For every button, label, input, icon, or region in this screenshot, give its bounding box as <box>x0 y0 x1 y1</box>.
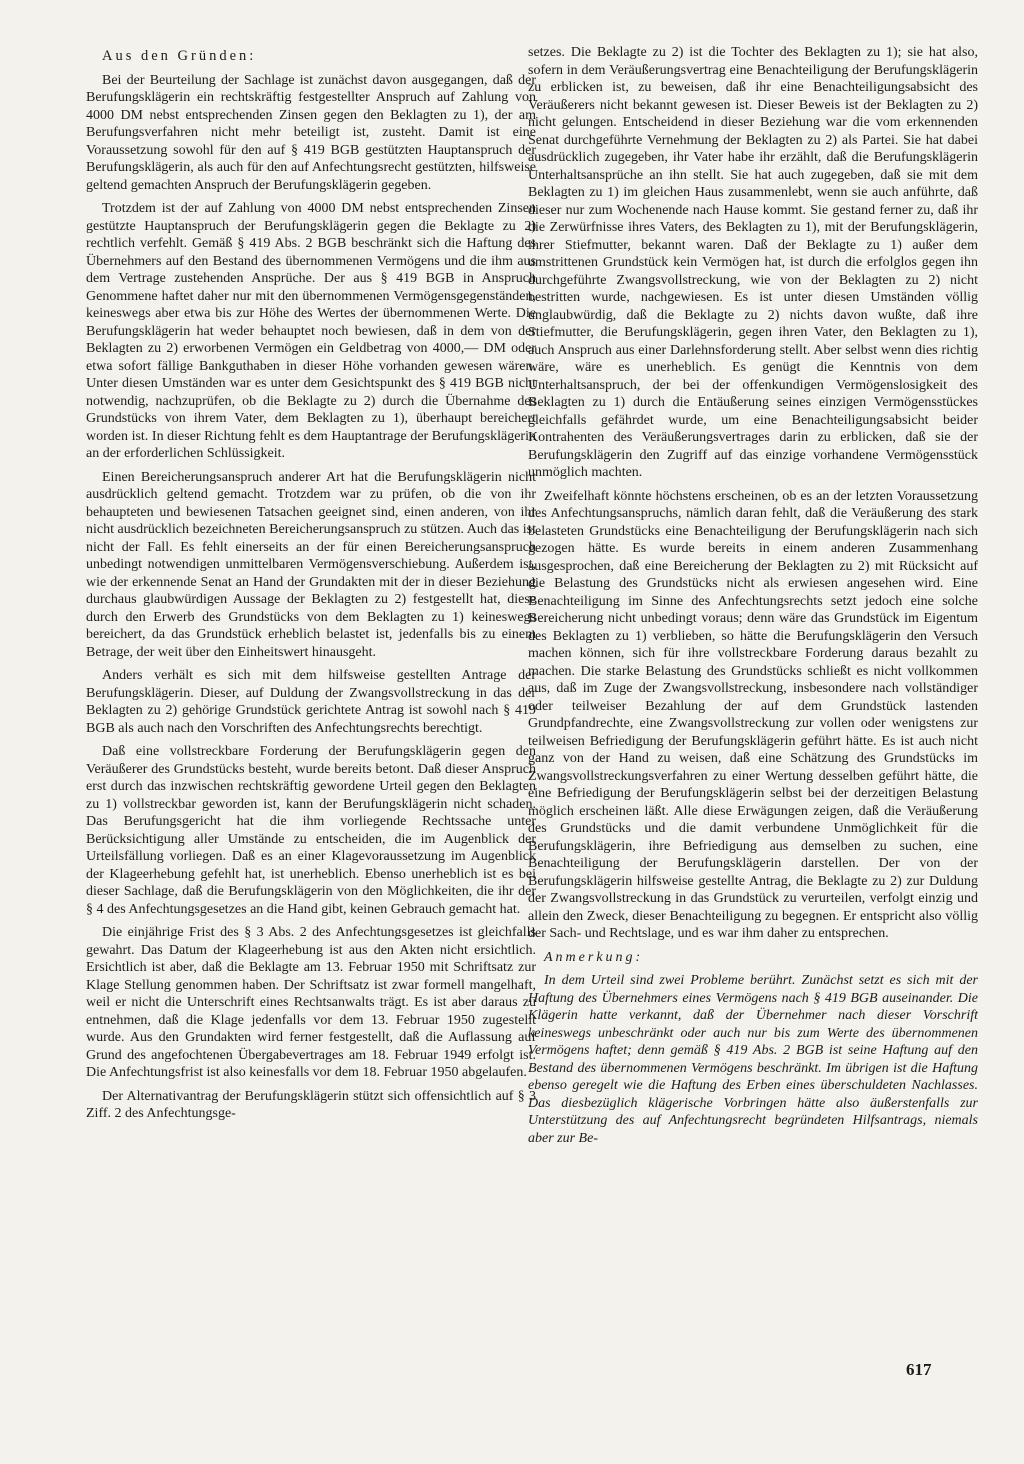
paragraph: Anders verhält es sich mit dem hilfsweise gestellten Antrage der Berufungsklägerin. Dieser, auf Duldung der Zwangsvollstreckung in das der Beklagten zu 2) gehörige Grundstück gerichtete Antrag ist sowohl nach § 419 BGB als auch nach den Vorschriften des Anfechtungsrechts berechtigt. <box>86 668 536 736</box>
left-column <box>86 48 536 1129</box>
page-number: 617 <box>906 1360 932 1379</box>
paragraph: Der Alternativantrag der Berufungsklägerin stützt sich offensichtlich auf § 3 Ziff. 2 des Anfechtungsge- <box>86 1088 536 1121</box>
paragraph: Bei der Beurteilung der Sachlage ist zunächst davon ausgegangen, daß der Berufungsklägerin ein rechtskräftig festgestellter Anspruch auf Zahlung von 4000 DM nebst entsprechenden Zinsen gegen den Beklagten zu 1), der am Berufungsverfahren nicht mehr beteiligt ist, zusteht. Damit ist eine Voraussetzung sowohl für den auf § 419 BGB gestützten Hauptanspruch der Berufungsklägerin, als auch für den auf Anfechtungsrecht gestützten, hilfsweise geltend gemachten Anspruch der Berufungsklägerin gegeben. <box>86 72 536 193</box>
right-column <box>528 44 978 1153</box>
paragraph: Einen Bereicherungsanspruch anderer Art hat die Berufungsklägerin nicht ausdrücklich geltend gemacht. Trotzdem war zu prüfen, ob die von ihr behaupteten und bewiesenen Tatsachen geeignet sind, einen anderen, von ihr nicht ausdrücklich bezeichneten Bereicherungsanspruch zu stützen. Auch das ist nicht der Fall. Es fehlt einerseits an der für einen Bereicherungsanspruch unbedingt notwendigen unmittelbaren Vermögensverschiebung. Außerdem ist, wie der erkennende Senat an Hand der Grundakten mit der in dieser Beziehung durchaus glaubwürdigen Aussage der Beklagten zu 2) festgestellt hat, diese durch den Erwerb des Grundstücks von dem Beklagten zu 1) keineswegs bereichert, da das Grundstück erheblich belastet ist, jedenfalls bis zu einem Betrage, der weit über den Einheitswert hinausgeht. <box>86 469 536 660</box>
paragraph-continued: setzes. Die Beklagte zu 2) ist die Tochter des Beklagten zu 1); sie hat also, sofern in dem Veräußerungsvertrag eine Benachteiligung der Berufungsklägerin zu erblicken ist, zu beweisen, daß ihr eine Benachteiligungsabsicht des Veräußerers nicht bekannt gewesen ist. Dieser Beweis ist der Beklagten zu 2) nicht gelungen. Entscheidend in dieser Beziehung war die vom erkennenden Senat durchgeführte Vernehmung der Beklagten zu 2) als Partei. Sie hat dabei ausdrücklich zugegeben, ihr Vater habe ihr erzählt, daß die Berufungsklägerin Unterhaltsansprüche an ihn stellt. Sie hat auch zugegeben, daß sie mit dem Beklagten zu 1) im gleichen Haus zusammenlebt, wenn sie auch anführte, daß dieser nur zum Wochenende nach Hause kommt. Sie gestand ferner zu, daß ihr die Zerwürfnisse ihres Vaters, des Beklagten zu 1), mit der Berufungsklägerin, ihrer Stiefmutter, bekannt waren. Daß der Beklagte zu 1) außer dem umstrittenen Grundstück kein Vermögen hat, ist durch die erfolglos gegen ihn durchgeführte Zwangsvollstreckung, wie von der Beklagten zu 2) nicht bestritten wurde, nachgewiesen. Es ist unter diesen Umständen völlig unglaubwürdig, daß die Beklagte zu 2) nichts davon wußte, daß ihre Stiefmutter, die Berufungsklägerin, gegen ihren Vater, den Beklagten zu 1), auch Anspruch aus einer Darlehnsforderung stellt. Aber selbst wenn dies richtig wäre, wäre es unerheblich. Es genügt die Kenntnis von dem Unterhaltsanspruch, der bei der offenkundigen Vermögenslosigkeit des Beklagten zu 1) durch die Entäußerung seines einzigen Vermögensstückes gleichfalls gefährdet wurde, um eine Benachteiligungsabsicht beider Kontrahenten des Veräußerungsvertrages darin zu erblicken, daß sie der Berufungsklägerin den Zugriff auf das einzige vorhandene Vermögensstück unmöglich machten. <box>528 45 978 480</box>
paragraph: Zweifelhaft könnte höchstens erscheinen, ob es an der letzten Voraussetzung des Anfechtungsanspruchs, nämlich daran fehlt, daß die Veräußerung des stark belasteten Grundstücks eine Benachteiligung der Berufungsklägerin nach sich gezogen hätte. Es wurde bereits in einem anderen Zusammenhang ausgesprochen, daß eine Bereicherung der Beklagten zu 2) mit Rücksicht auf die Belastung des Grundstücks nicht als erwiesen angesehen wird. Eine Benachteiligung im Sinne des Anfechtungsrechts setzt jedoch eine solche Bereicherung nicht unbedingt voraus; denn wäre das Grundstück im Eigentum des Beklagten zu 1) verblieben, so hätte die Berufungsklägerin den Versuch machen können, sich für ihre vollstreckbare Forderung daraus bezahlt zu machen. Die starke Belastung des Grundstücks schließt es nicht vollkommen aus, daß im Zuge der Zwangsvollstreckung, insbesondere nach vollständiger oder teilweiser Bezahlung der auf dem Grundstück lastenden Grundpfandrechte, eine Zwangsvollstreckung zur vollen oder wenigstens zur teilweisen Befriedigung der Berufungsklägerin geführt hätte. Es ist auch nicht ganz von der Hand zu weisen, daß eine Schätzung des Grundstücks im Zwangsvollstreckungsverfahren zu einer Wertung desselben geführt hätte, die eine Befriedigung der Berufungsklägerin selbst bei der derzeitigen Belastung möglich erscheinen läßt. Alle diese Erwägungen zeigen, daß die Veräußerung des Grundstücks und die damit verbundene Unmöglichkeit für die Berufungsklägerin, ihre Befriedigung aus demselben zu suchen, eine Benachteiligung der Berufungsklägerin darstellen. Der von der Berufungsklägerin hilfsweise gestellte Antrag, die Beklagte zu 2) zur Duldung der Zwangsvollstreckung in das Grundstück zu verurteilen, verfolgt einzig und allein den Zweck, dieser Benachteiligung zu begegnen. Er entspricht also völlig der Sach- und Rechtslage, und es war ihm daher zu entsprechen. <box>528 488 978 941</box>
annotation-text: In dem Urteil sind zwei Probleme berührt. Zunächst setzt es sich mit der Haftung des Übernehmers eines Vermögens nach § 419 BGB auseinander. Die Klägerin hatte verkannt, daß der Übernehmer nach dieser Vorschrift keineswegs unbeschränkt oder auch nur bis zum Werte des übernommenen Vermögens haftet; denn gemäß § 419 Abs. 2 BGB ist seine Haftung auf den Bestand des übernommenen Vermögens beschränkt. Im übrigen ist die Haftung ebenso geregelt wie die Haftung des Erben eines überschuldeten Nachlasses. Das diesbezüglich klägerische Vorbringen hätte also äußerstenfalls zur Unterstützung des auf Anfechtungsrecht begründeten Hilfsantrags, niemals aber zur Be- <box>528 973 978 1146</box>
annotation-heading: Anmerkung: <box>544 949 644 965</box>
paragraph: Trotzdem ist der auf Zahlung von 4000 DM nebst entsprechenden Zinsen gestützte Hauptanspruch der Berufungsklägerin gegen die Beklagte zu 2) rechtlich verfehlt. Gemäß § 419 Abs. 2 BGB beschränkt sich die Haftung des Übernehmers auf den Bestand des übernommenen Vermögens und die ihm aus dem Vertrage zustehenden Ansprüche. Der aus § 419 BGB in Anspruch Genommene haftet daher nur mit den übernommenen Vermögensgegenständen, keineswegs aber etwa bis zur Höhe des Wertes der übernommenen Werte. Die Berufungsklägerin hat weder behauptet noch bewiesen, daß in dem von der Beklagten zu 2) erworbenen Vermögen ein Geldbetrag von 4000,— DM oder etwa sofort fällige Bankguthaben in dieser Höhe vorhanden gewesen wären. Unter diesen Umständen war es unter dem Gesichtspunkt des § 419 BGB nicht notwendig, nachzuprüfen, ob die Beklagte zu 2) durch die Übernahme des Grundstücks von ihrem Vater, dem Beklagten zu 1), überhaupt bereichert worden ist. In dieser Richtung fehlt es dem Hauptantrage der Berufungsklägerin an der erforderlichen Schlüssigkeit. <box>86 201 536 461</box>
section-heading: Aus den Gründen: <box>102 48 257 64</box>
paragraph: Daß eine vollstreckbare Forderung der Berufungsklägerin gegen den Veräußerer des Grundstücks besteht, wurde bereits betont. Daß dieser Anspruch erst durch das inzwischen rechtskräftig gewordene Urteil gegen den Beklagten zu 1) vollstreckbar geworden ist, kann der Berufungsklägerin nicht schaden. Das Berufungsgericht hat die ihm vorliegende Rechtssache unter Berücksichtigung aller Umstände zu entscheiden, die im Augenblick der Urteilsfällung vorliegen. Daß es an einer Klagevoraussetzung im Augenblick der Klageerhebung gefehlt hat, ist unerheblich. Ebenso unerheblich ist es bei dieser Sachlage, daß die Berufungsklägerin von den Möglichkeiten, die ihr der § 4 des Anfechtungsgesetzes an die Hand gibt, keinen Gebrauch gemacht hat. <box>86 744 536 917</box>
paragraph: Die einjährige Frist des § 3 Abs. 2 des Anfechtungsgesetzes ist gleichfalls gewahrt. Das Datum der Klageerhebung ist aus den Akten nicht ersichtlich. Ersichtlich ist aber, daß die Beklagte am 13. Februar 1950 mit Schriftsatz zur Klage Stellung genommen haben. Der Schriftsatz ist zwar formell mangelhaft, weil er nicht die Unterschrift eines Rechtsanwalts trägt. Es ist aber daraus zu entnehmen, daß die Klage jedenfalls vor dem 13. Februar 1950 zugestellt wurde. Aus den Grundakten wird ferner festgestellt, daß die Auflassung auf Grund des angefochtenen Übergabevertrages am 18. Februar 1949 erfolgt ist. Die Anfechtungsfrist ist also keinesfalls vor dem 18. Februar 1950 abgelaufen. <box>86 925 536 1080</box>
